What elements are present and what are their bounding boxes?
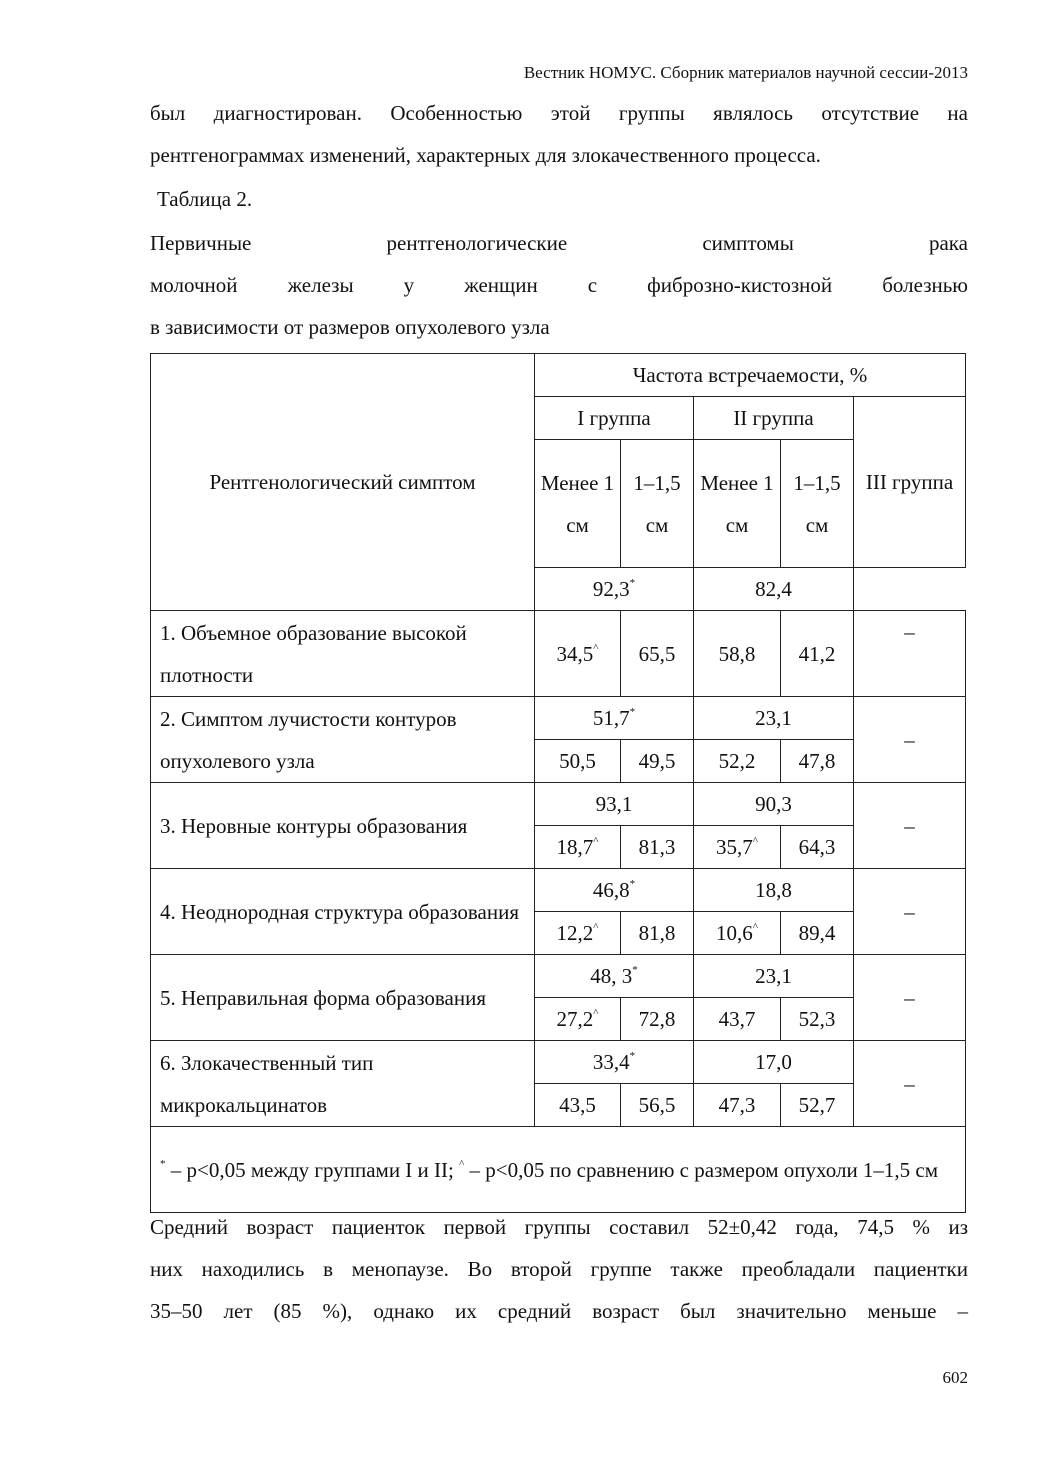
table-footnote: * – p<0,05 между группами I и II; ^ – p<0,05 по сравнению с размером опухоли 1–1,5 см xyxy=(151,1127,966,1213)
value-g2-large: 64,3 xyxy=(781,826,854,869)
value-g1-large: 81,8 xyxy=(621,912,694,955)
total-group2: 23,1 xyxy=(694,697,854,740)
symptom-label: 4. Неоднородная структура образования xyxy=(151,869,535,955)
total-group2: 23,1 xyxy=(694,955,854,998)
frequency-header: Частота встречаемости, % xyxy=(535,354,966,397)
total-group1: 51,7* xyxy=(535,697,694,740)
table-title xyxy=(150,222,968,348)
symptom-label: 1. Объемное образование высокой плотности xyxy=(151,611,535,697)
symptom-column-header: Рентгенологический симптом xyxy=(151,354,535,611)
group2-header: II группа xyxy=(694,397,854,440)
total-group1: 46,8* xyxy=(535,869,694,912)
value-g1-large: 49,5 xyxy=(621,740,694,783)
value-g1-large: 65,5 xyxy=(621,611,694,697)
intro-paragraph xyxy=(150,92,968,176)
value-g2-large: 52,3 xyxy=(781,998,854,1041)
table-title-line: в зависимости от размеров опухолевого узла xyxy=(150,315,550,339)
group3-value: – xyxy=(854,1041,966,1127)
group1-header: I группа xyxy=(535,397,694,440)
table-title-line: молочной железы у женщин с фиброзно-кистозной болезнью xyxy=(150,273,968,297)
symptoms-table xyxy=(150,353,966,1213)
total-group2: 18,8 xyxy=(694,869,854,912)
size-small-header: Менее 1 см xyxy=(694,440,781,568)
journal-header: Вестник НОМУС. Сборник материалов научной сессии-2013 xyxy=(523,63,968,82)
total-group1: 93,1 xyxy=(535,783,694,826)
summary-group2: 82,4 xyxy=(694,568,854,611)
value-g2-small: 47,3 xyxy=(694,1084,781,1127)
outro-line: 35–50 лет (85 %), однако их средний возраст был значительно меньше – xyxy=(150,1299,968,1323)
value-g1-small: 18,7^ xyxy=(535,826,621,869)
table-title-line: Первичные рентгенологические симптомы рака xyxy=(150,231,968,255)
group3-header: III группа xyxy=(854,397,966,568)
value-g2-small: 43,7 xyxy=(694,998,781,1041)
table-caption: Таблица 2. xyxy=(157,187,253,211)
total-group2: 90,3 xyxy=(694,783,854,826)
symptom-label: 5. Неправильная форма образования xyxy=(151,955,535,1041)
outro-line: них находились в менопаузе. Во второй группе также преобладали пациентки xyxy=(150,1257,968,1281)
value-g1-small: 12,2^ xyxy=(535,912,621,955)
total-group1: 33,4* xyxy=(535,1041,694,1084)
value-g2-small: 35,7^ xyxy=(694,826,781,869)
size-large-header: 1–1,5 см xyxy=(621,440,694,568)
value-g2-large: 41,2 xyxy=(781,611,854,697)
intro-line: рентгенограммах изменений, характерных для злокачественного процесса. xyxy=(150,143,821,167)
intro-line: был диагностирован. Особенностью этой группы являлось отсутствие на xyxy=(150,101,968,125)
value-g1-small: 50,5 xyxy=(535,740,621,783)
symptom-label: 6. Злокачественный тип микрокальцинатов xyxy=(151,1041,535,1127)
value-g2-large: 89,4 xyxy=(781,912,854,955)
size-large-header: 1–1,5 см xyxy=(781,440,854,568)
group3-value: – xyxy=(854,869,966,955)
group3-value: – xyxy=(854,783,966,869)
group3-value: – xyxy=(854,697,966,783)
symptom-label: 3. Неровные контуры образования xyxy=(151,783,535,869)
outro-paragraph xyxy=(150,1206,968,1332)
symptom-label: 2. Симптом лучистости контуров опухолевого узла xyxy=(151,697,535,783)
value-g2-large: 52,7 xyxy=(781,1084,854,1127)
group3-value: – xyxy=(854,611,966,697)
total-group2: 17,0 xyxy=(694,1041,854,1084)
value-g2-large: 47,8 xyxy=(781,740,854,783)
outro-line: Средний возраст пациенток первой группы составил 52±0,42 года, 74,5 % из xyxy=(150,1215,968,1239)
value-g1-large: 81,3 xyxy=(621,826,694,869)
summary-group1: 92,3* xyxy=(535,568,694,611)
value-g1-small: 27,2^ xyxy=(535,998,621,1041)
page-number: 602 xyxy=(942,1368,968,1387)
size-small-header: Менее 1 см xyxy=(535,440,621,568)
value-g2-small: 58,8 xyxy=(694,611,781,697)
group3-value: – xyxy=(854,955,966,1041)
value-g2-small: 10,6^ xyxy=(694,912,781,955)
value-g2-small: 52,2 xyxy=(694,740,781,783)
value-g1-small: 43,5 xyxy=(535,1084,621,1127)
total-group1: 48, 3* xyxy=(535,955,694,998)
value-g1-large: 72,8 xyxy=(621,998,694,1041)
value-g1-small: 34,5^ xyxy=(535,611,621,697)
value-g1-large: 56,5 xyxy=(621,1084,694,1127)
